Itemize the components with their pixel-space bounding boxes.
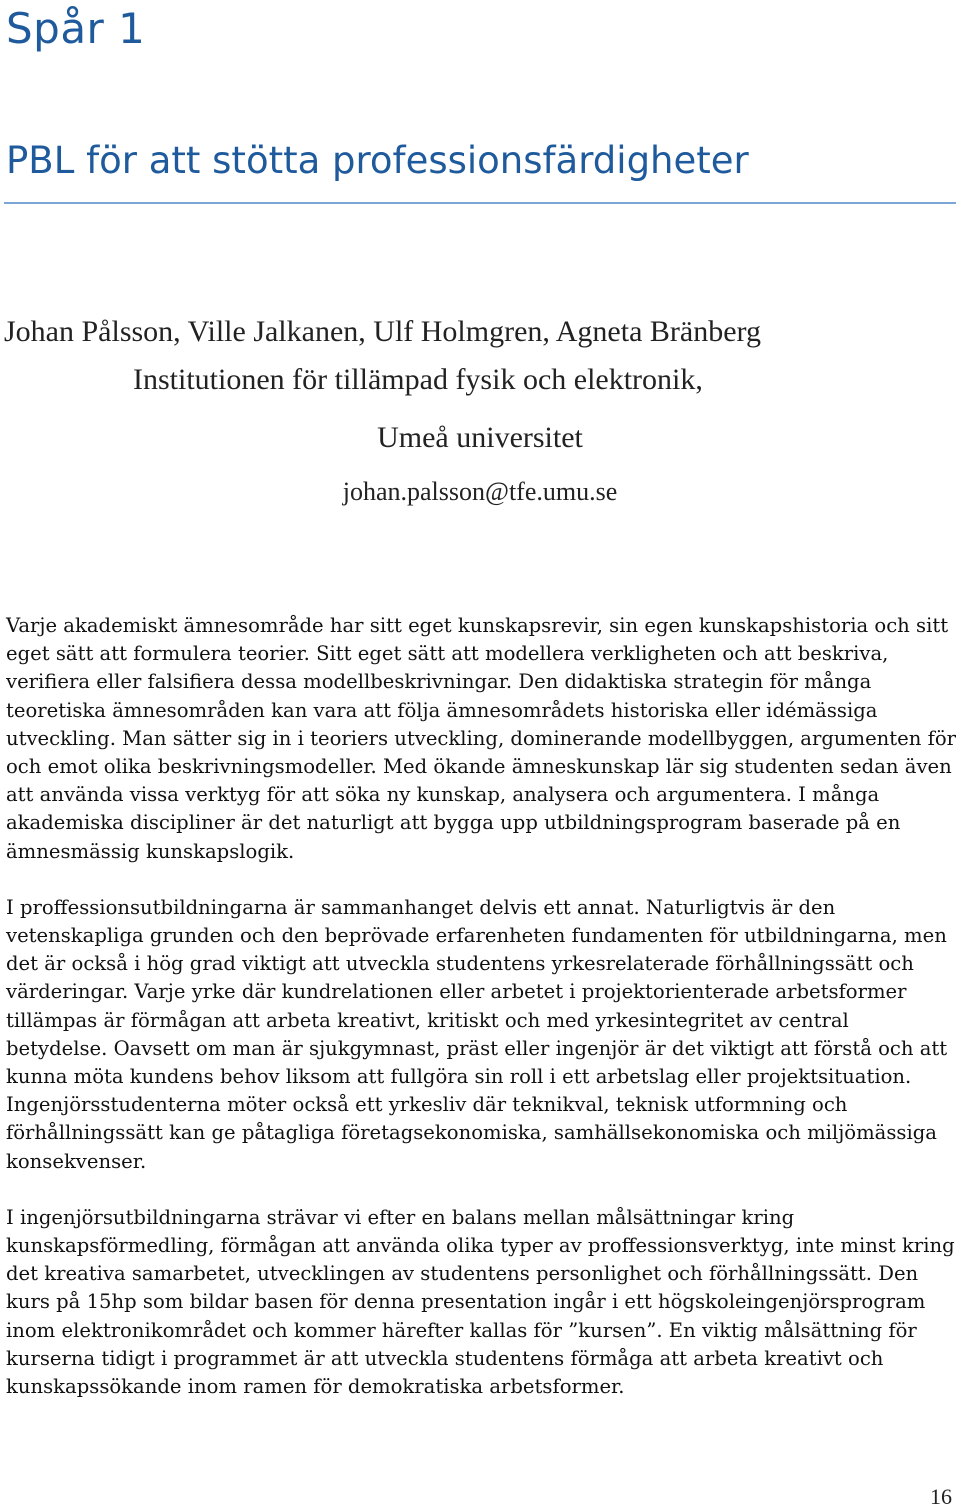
paragraph-2: I proffessionsutbildningarna är sammanhanget delvis ett annat. Naturligtvis är den vetenskapliga grunden och den beprövade erfarenheten fundamenten för utbildningarna, men det är också i hög grad viktigt att utveckla studentens yrkesrelaterade förhållningssätt och värderingar. Varje yrke där kundrelationen eller arbetet i projektorienterade arbetsformer tillämpas är förmågan att arbeta kreativt, kritiskt och med yrkesintegritet av central betydelse. Oavsett om man är sjukgymnast, präst eller ingenjör är det viktigt att förstå och att kunna möta kundens behov liksom att fullgöra sin roll i ett arbetslag eller projektsituation. Ingenjörsstudenterna möter också ett yrkesliv där teknikval, teknisk utformning och förhållningssätt kan ge påtagliga företagsekonomiska, samhällsekonomiska och miljömässiga konsekvenser. <box>6 895 948 1173</box>
paragraph-1: Varje akademiskt ämnesområde har sitt eget kunskapsrevir, sin egen kunskapshistoria och sitt eget sätt att formulera teorier. Sitt eget sätt att modellera verkligheten och att beskriva, verifiera eller falsifiera dessa modellbeskrivningar. Den didaktiska strategin för många teoretiska ämnesområden kan vara att följa ämnesområdets historiska eller idémässiga utveckling. Man sätter sig in i teoriers utveckling, dominerande modellbyggen, argumenten för och emot olika beskrivningsmodeller. Med ökande ämneskunskap lär sig studenten sedan även att använda vissa verktyg för att söka ny kunskap, analysera och argumentera. I många akademiska discipliner är det naturligt att bygga upp utbildningsprogram baserade på en ämnesmässig kunskapslogik. <box>6 614 957 863</box>
author-university: Umeå universitet <box>377 421 583 454</box>
page-number: 16 <box>930 1484 952 1509</box>
author-names: Johan Pålsson, Ville Jalkanen, Ulf Holmgren, Agneta Bränberg <box>4 315 761 348</box>
author-institution: Institutionen för tillämpad fysik och elektronik, <box>133 363 703 396</box>
author-email: johan.palsson@tfe.umu.se <box>342 477 618 506</box>
body-text <box>6 612 956 1401</box>
paragraph-3: I ingenjörsutbildningarna strävar vi efter en balans mellan målsättningar kring kunskapsförmedling, förmågan att använda olika typer av proffessionsverktyg, inte minst kring det kreativa samarbetet, utvecklingen av studentens personlighet och förhållningssätt. Den kurs på 15hp som bildar basen för denna presentation ingår i ett högskoleingenjörsprogram inom elektronikområdet och kommer härefter kallas för ”kursen”. En viktig målsättning för kurserna tidigt i programmet är att utveckla studentens förmåga att arbeta kreativt och kunskapssökande inom ramen för demokratiska arbetsformer. <box>6 1205 955 1399</box>
title-underline <box>4 202 956 204</box>
page-title: PBL för att stötta professionsfärdigheter <box>6 139 749 182</box>
track-heading: Spår 1 <box>6 4 146 53</box>
